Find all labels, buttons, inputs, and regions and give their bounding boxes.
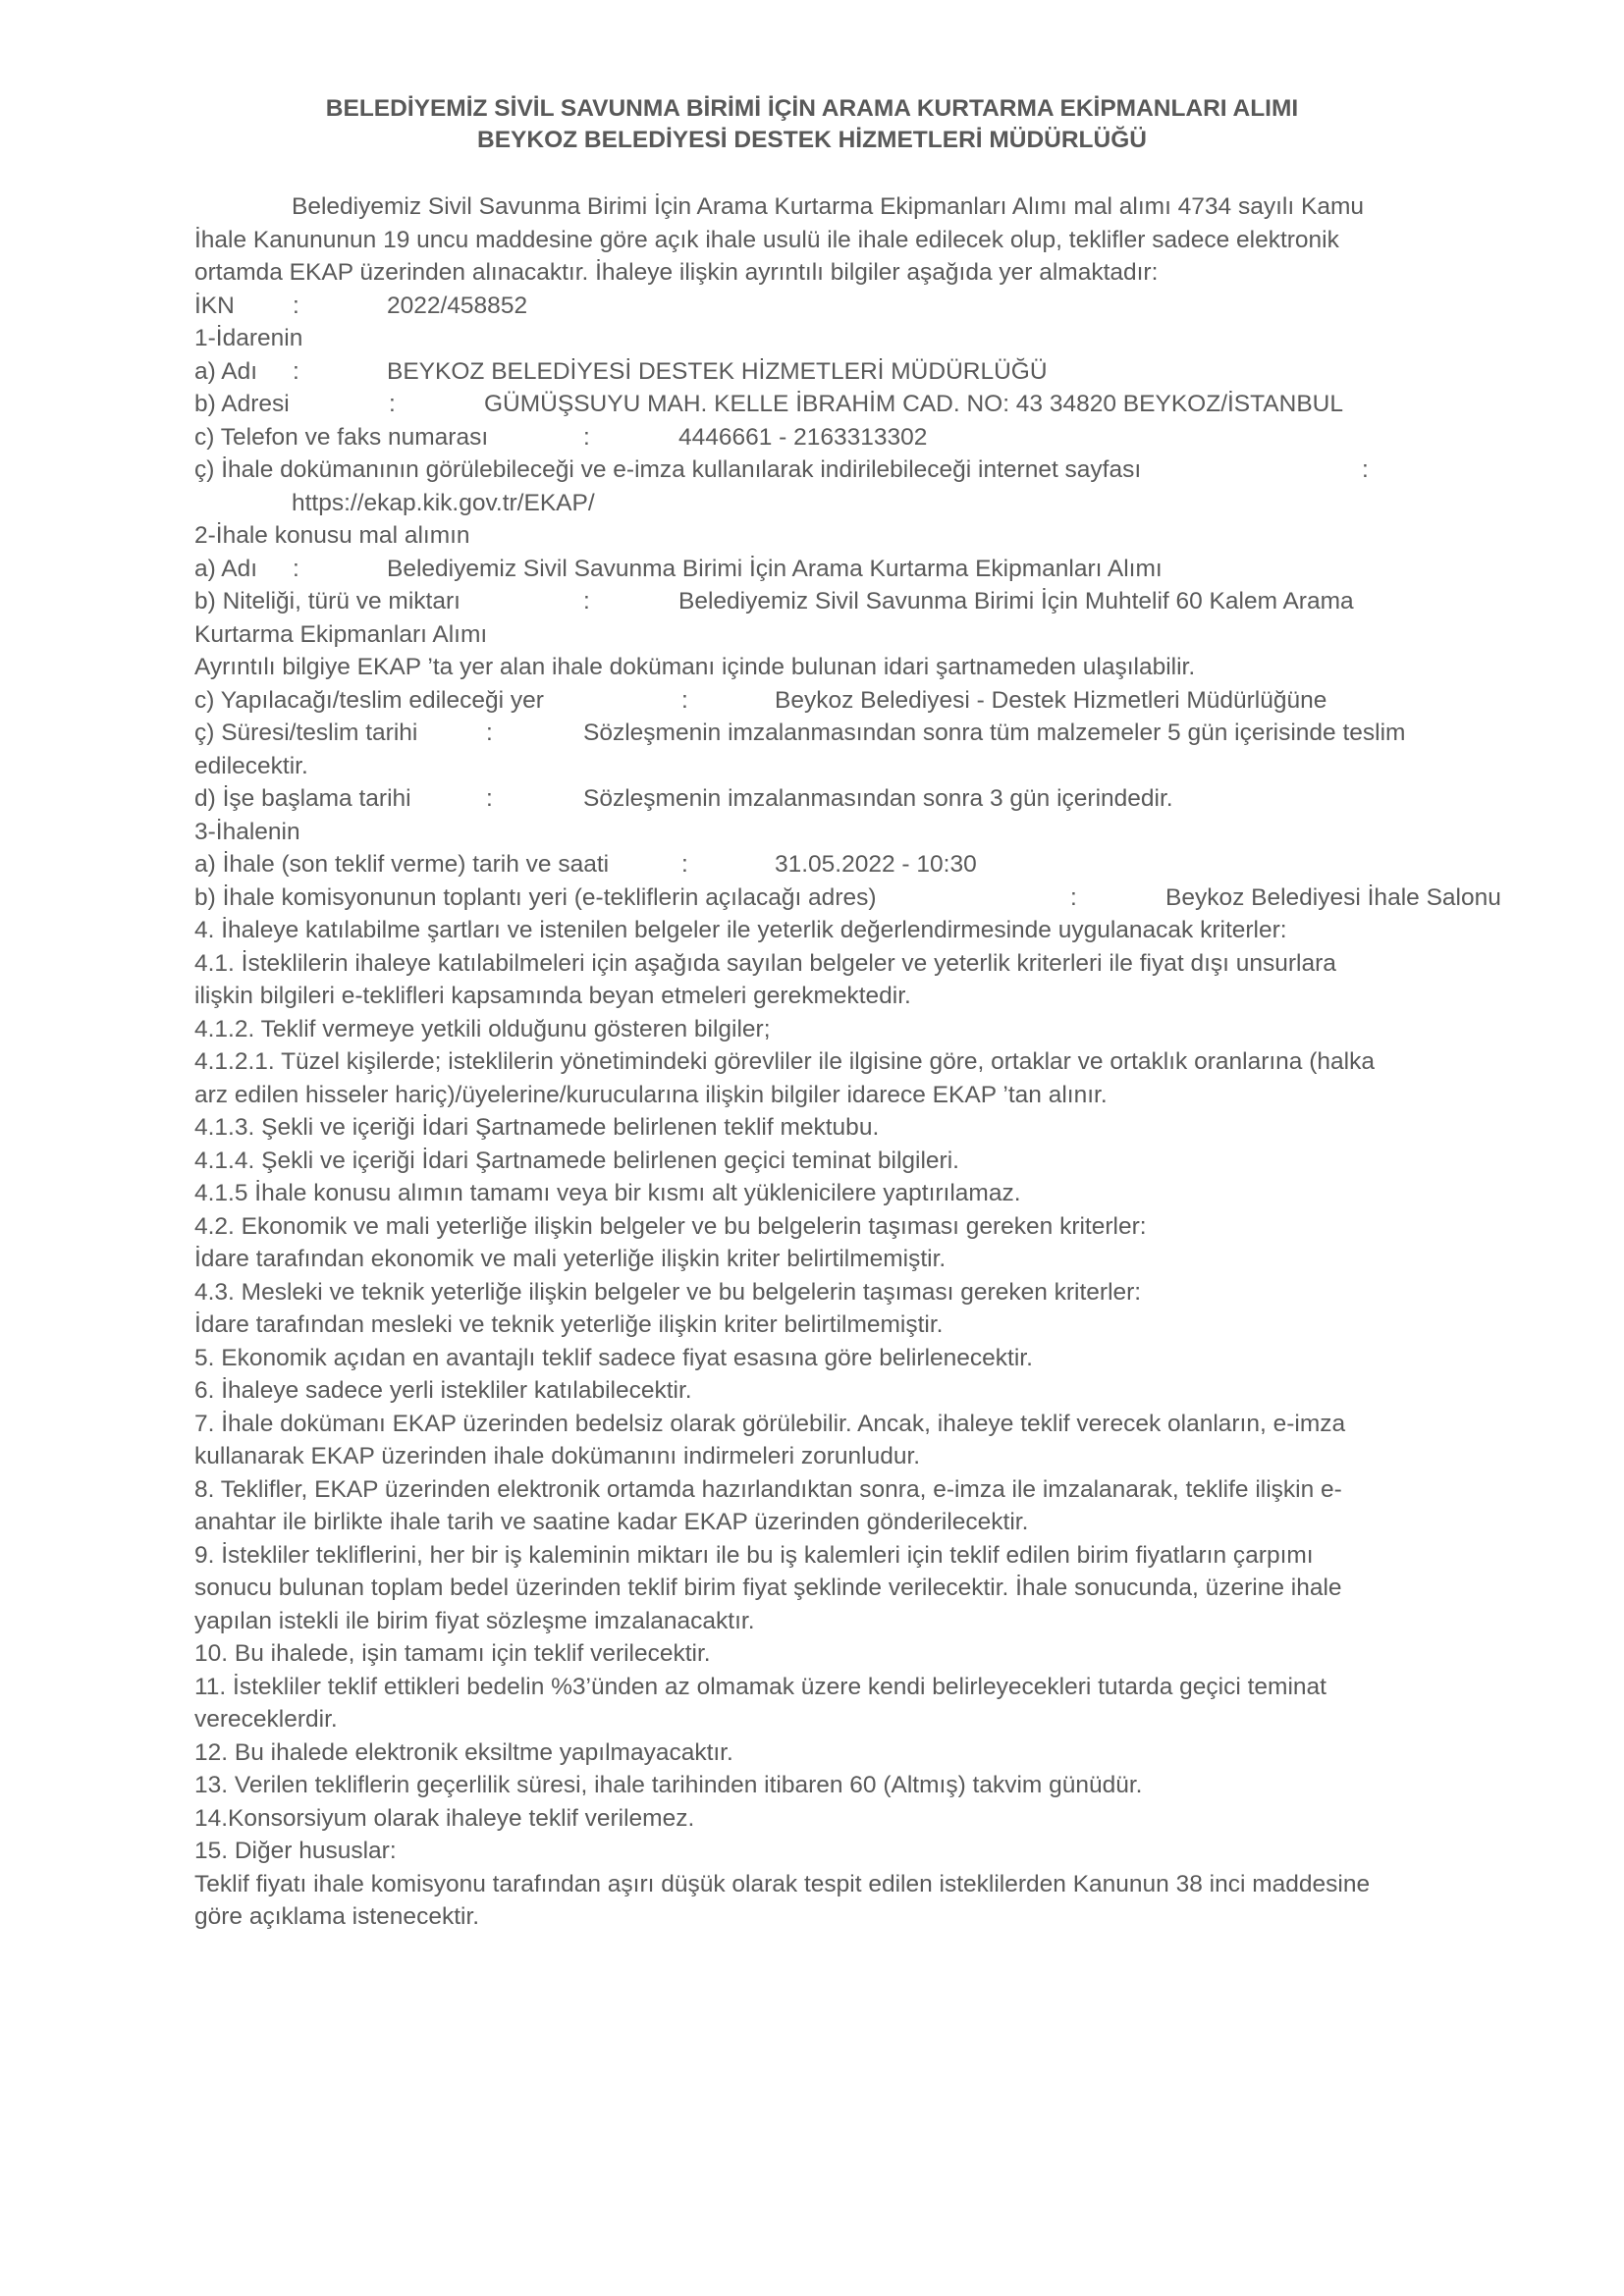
delivery-place-row: c) Yapılacağı/teslim edileceği yer : Beykoz Belediyesi - Destek Hizmetleri Müdürlüğüne xyxy=(194,686,1327,714)
body-line: Teklif fiyatı ihale komisyonu tarafından aşırı düşük olarak tespit edilen isteklilerden Kanunun 38 inci maddesine xyxy=(194,1870,1371,1897)
body-line: 8. Teklifler, EKAP üzerinden elektronik ortamda hazırlandıktan sonra, e-imza ile imzalanarak, teklife ilişkin e- xyxy=(194,1475,1342,1503)
delivery-duration-cont: edilecektir. xyxy=(194,752,308,779)
body-line: ilişkin bilgileri e-teklifleri kapsamında beyan etmeleri gerekmektedir. xyxy=(194,983,911,1009)
body-line: 4.1.5 İhale konusu alımın tamamı veya bir kısmı alt yüklenicilere yaptırılamaz. xyxy=(194,1180,1021,1206)
intro-line: Belediyemiz Sivil Savunma Birimi İçin Arama Kurtarma Ekipmanları Alımı mal alımı 4734 sayılı Kamu xyxy=(292,193,1364,220)
start-date-row: d) İşe başlama tarihi : Sözleşmenin imzalanmasından sonra 3 gün içerindedir. xyxy=(194,785,1173,812)
body-line: İdare tarafından ekonomik ve mali yeterliğe ilişkin kriter belirtilmemiştir. xyxy=(194,1246,947,1272)
detail-note: Ayrıntılı bilgiye EKAP ’ta yer alan ihale dokümanı içinde bulunan idari şartnameden ulaşılabilir. xyxy=(194,654,1196,680)
section-heading: 3-İhalenin xyxy=(194,818,300,845)
body-line: 4.1.2.1. Tüzel kişilerde; isteklilerin yönetimindeki görevliler ile ilgisine göre, ortaklar ve ortaklık oranlarına (halka xyxy=(194,1048,1375,1075)
body-line: göre açıklama istenecektir. xyxy=(194,1903,480,1930)
body-line: 4.1. İsteklilerin ihaleye katılabilmeleri için aşağıda sayılan belgeler ve yeterlik kriterleri ile fiyat dışı unsurlara xyxy=(194,949,1336,977)
admin-web-row: ç) İhale dokümanının görülebileceği ve e-imza kullanılarak indirilebileceği internet sayfası : xyxy=(194,456,1369,483)
admin-address-row: b) Adresi : GÜMÜŞSUYU MAH. KELLE İBRAHİM CAD. NO: 43 34820 BEYKOZ/İSTANBUL xyxy=(194,391,1343,417)
body-line: 4.3. Mesleki ve teknik yeterliğe ilişkin belgeler ve bu belgelerin taşıması gereken kriterler: xyxy=(194,1278,1142,1306)
body-line: kullanarak EKAP üzerinden ihale dokümanını indirmeleri zorunludur. xyxy=(194,1443,921,1469)
body-line: 5. Ekonomik açıdan en avantajlı teklif sadece fiyat esasına göre belirlenecektir. xyxy=(194,1344,1033,1371)
tender-venue-row: b) İhale komisyonunun toplantı yeri (e-tekliflerin açılacağı adres) : Beykoz Belediyesi İhale Salonu xyxy=(194,883,1501,911)
body-line: İdare tarafından mesleki ve teknik yeterliğe ilişkin kriter belirtilmemiştir. xyxy=(194,1311,944,1338)
subject-name-row: a) Adı : Belediyemiz Sivil Savunma Birimi İçin Arama Kurtarma Ekipmanları Alımı xyxy=(194,555,1163,582)
body-line: 9. İstekliler tekliflerini, her bir iş kaleminin miktarı ile bu iş kalemleri için teklif edilen birim fiyatların çarpımı xyxy=(194,1541,1314,1569)
body-line: vereceklerdir. xyxy=(194,1706,338,1733)
body-line: arz edilen hisseler hariç)/üyelerine/kurucularına ilişkin bilgiler idarece EKAP ’tan alınır. xyxy=(194,1081,1108,1108)
body-line: 14.Konsorsiyum olarak ihaleye teklif verilemez. xyxy=(194,1804,695,1832)
intro-line: İhale Kanununun 19 uncu maddesine göre açık ihale usulü ile ihale edilecek olup, teklifler sadece elektronik xyxy=(194,226,1339,253)
body-line: 10. Bu ihalede, işin tamamı için teklif verilecektir. xyxy=(194,1640,711,1667)
ikn-value: 2022/458852 xyxy=(387,292,528,319)
delivery-duration-row: ç) Süresi/teslim tarihi : Sözleşmenin imzalanmasından sonra tüm malzemeler 5 gün içerisinde teslim xyxy=(194,720,1406,746)
admin-name-row: a) Adı : BEYKOZ BELEDİYESİ DESTEK HİZMETLERİ MÜDÜRLÜĞÜ xyxy=(194,357,1048,385)
body-line: 13. Verilen tekliflerin geçerlilik süresi, ihale tarihinden itibaren 60 (Altmış) takvim günüdür. xyxy=(194,1772,1143,1798)
body-line: 7. İhale dokümanı EKAP üzerinden bedelsiz olarak görülebilir. Ancak, ihaleye teklif verecek olanların, e-imza xyxy=(194,1410,1346,1437)
document-subtitle: BEYKOZ BELEDİYESİ DESTEK HİZMETLERİ MÜDÜRLÜĞÜ xyxy=(477,127,1147,153)
body-line: 4.1.2. Teklif vermeye yetkili olduğunu gösteren bilgiler; xyxy=(194,1015,771,1042)
body-line: 4.1.3. Şekli ve içeriği İdari Şartnamede belirlenen teklif mektubu. xyxy=(194,1114,880,1141)
body-line: 12. Bu ihalede elektronik eksiltme yapılmayacaktır. xyxy=(194,1738,733,1766)
body-line: anahtar ile birlikte ihale tarih ve saatine kadar EKAP üzerinden gönderilecektir. xyxy=(194,1509,1029,1535)
body-line: 15. Diğer hususlar: xyxy=(194,1838,397,1864)
ikn-separator: : xyxy=(293,292,299,319)
body-line: 6. İhaleye sadece yerli istekliler katılabilecektir. xyxy=(194,1377,692,1404)
body-line: 4. İhaleye katılabilme şartları ve istenilen belgeler ile yeterlik değerlendirmesinde uygulanacak kriterler: xyxy=(194,917,1287,943)
ikn-label: İKN xyxy=(194,292,235,319)
body-line: sonucu bulunan toplam bedel üzerinden teklif birim fiyat şeklinde verilecektir. İhale sonucunda, üzerine ihale xyxy=(194,1575,1342,1601)
intro-line: ortamda EKAP üzerinden alınacaktır. İhaleye ilişkin ayrıntılı bilgiler aşağıda yer almaktadır: xyxy=(194,259,1159,286)
tender-datetime-row: a) İhale (son teklif verme) tarih ve saati : 31.05.2022 - 10:30 xyxy=(194,851,977,878)
body-line: 4.1.4. Şekli ve içeriği İdari Şartnamede belirlenen geçici teminat bilgileri. xyxy=(194,1147,959,1174)
document-body xyxy=(194,190,1549,1934)
document-title: BELEDİYEMİZ SİVİL SAVUNMA BİRİMİ İÇİN ARAMA KURTARMA EKİPMANLARI ALIMI xyxy=(325,95,1299,122)
ikn-row xyxy=(194,290,1549,323)
ekap-link[interactable]: https://ekap.kik.gov.tr/EKAP/ xyxy=(292,489,595,516)
body-line: 4.2. Ekonomik ve mali yeterliğe ilişkin belgeler ve bu belgelerin taşıması gereken kriterler: xyxy=(194,1212,1147,1240)
subject-nature-cont: Kurtarma Ekipmanları Alımı xyxy=(194,620,488,648)
admin-phone-row: c) Telefon ve faks numarası : 4446661 - 2163313302 xyxy=(194,423,928,451)
body-line: 11. İstekliler teklif ettikleri bedelin %3’ünden az olmamak üzere kendi belirleyecekleri tutarda geçici teminat xyxy=(194,1673,1326,1700)
section-heading: 1-İdarenin xyxy=(194,325,303,351)
subject-nature-row: b) Niteliği, türü ve miktarı : Belediyemiz Sivil Savunma Birimi İçin Muhtelif 60 Kalem Arama xyxy=(194,588,1354,614)
section-heading: 2-İhale konusu mal alımın xyxy=(194,522,470,549)
body-line: yapılan istekli ile birim fiyat sözleşme imzalanacaktır. xyxy=(194,1607,755,1634)
